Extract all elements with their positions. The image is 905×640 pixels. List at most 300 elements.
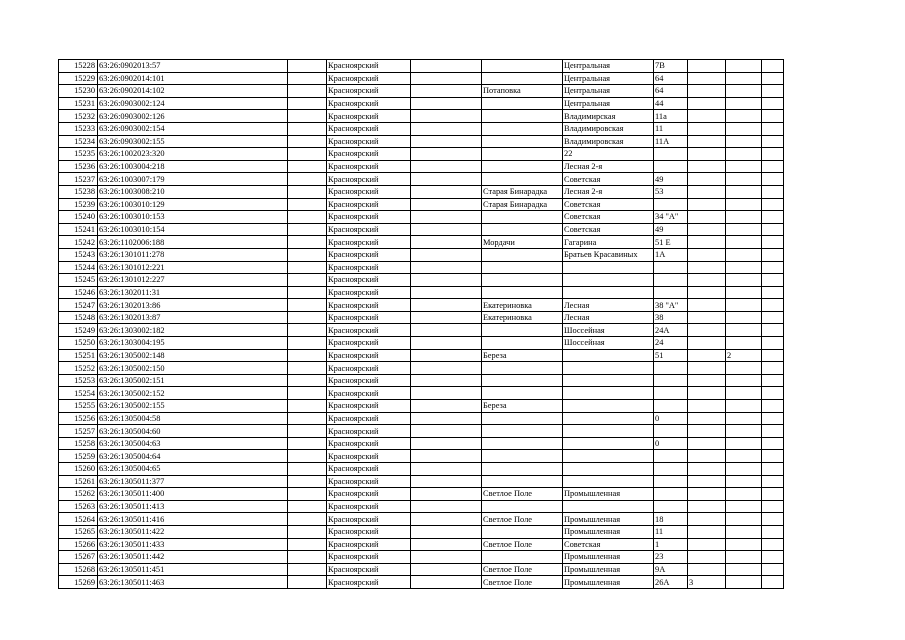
extra-2-cell: [726, 97, 762, 110]
table-row: [59, 563, 784, 576]
street-cell: [563, 437, 654, 450]
cadastral-number-cell: 63:26:1305002:152: [98, 387, 288, 400]
cadastral-number-cell: 63:26:1305004:60: [98, 425, 288, 438]
extra-1-cell: [688, 135, 726, 148]
row-number-cell: 15245: [59, 274, 98, 287]
extra-3-cell: [762, 400, 784, 413]
table-row: [59, 173, 784, 186]
empty-col-2-cell: [411, 248, 482, 261]
cadastral-number-cell: 63:26:0903002:154: [98, 122, 288, 135]
settlement-cell: [482, 72, 563, 85]
empty-col-2-cell: [411, 576, 482, 589]
extra-1-cell: [688, 248, 726, 261]
empty-col-cell: [288, 538, 327, 551]
empty-col-2-cell: [411, 563, 482, 576]
settlement-cell: Светлое Поле: [482, 576, 563, 589]
empty-col-cell: [288, 311, 327, 324]
extra-1-cell: [688, 185, 726, 198]
extra-1-cell: [688, 337, 726, 350]
extra-2-cell: [726, 400, 762, 413]
table-row: [59, 463, 784, 476]
table-body: [59, 60, 784, 589]
extra-1-cell: [688, 198, 726, 211]
extra-2-cell: [726, 198, 762, 211]
street-cell: Центральная: [563, 60, 654, 73]
empty-col-cell: [288, 173, 327, 186]
cadastral-number-cell: 63:26:1305011:413: [98, 500, 288, 513]
extra-3-cell: [762, 274, 784, 287]
extra-2-cell: [726, 425, 762, 438]
extra-3-cell: [762, 198, 784, 211]
extra-1-cell: [688, 513, 726, 526]
empty-col-2-cell: [411, 362, 482, 375]
empty-col-cell: [288, 450, 327, 463]
empty-col-cell: [288, 551, 327, 564]
table-row: [59, 223, 784, 236]
street-cell: Советская: [563, 198, 654, 211]
settlement-cell: [482, 374, 563, 387]
row-number-cell: 15256: [59, 412, 98, 425]
row-number-cell: 15250: [59, 337, 98, 350]
table-row: [59, 362, 784, 375]
cadastral-number-cell: 63:26:1003008:210: [98, 185, 288, 198]
table-row: [59, 311, 784, 324]
house-number-cell: [654, 475, 688, 488]
extra-1-cell: [688, 148, 726, 161]
table-row: [59, 261, 784, 274]
extra-3-cell: [762, 160, 784, 173]
extra-2-cell: [726, 463, 762, 476]
cadastral-number-cell: 63:26:1301011:278: [98, 248, 288, 261]
settlement-cell: [482, 324, 563, 337]
empty-col-cell: [288, 437, 327, 450]
extra-1-cell: [688, 110, 726, 123]
street-cell: Шоссейная: [563, 337, 654, 350]
street-cell: [563, 463, 654, 476]
extra-3-cell: [762, 122, 784, 135]
row-number-cell: 15233: [59, 122, 98, 135]
settlement-cell: [482, 286, 563, 299]
district-cell: Красноярский: [327, 349, 411, 362]
cadastral-number-cell: 63:26:1305004:64: [98, 450, 288, 463]
row-number-cell: 15251: [59, 349, 98, 362]
extra-3-cell: [762, 488, 784, 501]
cadastral-number-cell: 63:26:1305002:155: [98, 400, 288, 413]
empty-col-2-cell: [411, 450, 482, 463]
extra-1-cell: [688, 223, 726, 236]
settlement-cell: [482, 122, 563, 135]
empty-col-cell: [288, 362, 327, 375]
cadastral-number-cell: 63:26:0902014:102: [98, 85, 288, 98]
extra-2-cell: [726, 72, 762, 85]
house-number-cell: [654, 450, 688, 463]
house-number-cell: 1А: [654, 248, 688, 261]
settlement-cell: Светлое Поле: [482, 513, 563, 526]
settlement-cell: [482, 211, 563, 224]
extra-2-cell: [726, 500, 762, 513]
extra-1-cell: [688, 488, 726, 501]
empty-col-2-cell: [411, 425, 482, 438]
extra-2-cell: [726, 261, 762, 274]
district-cell: Красноярский: [327, 362, 411, 375]
settlement-cell: Потаповка: [482, 85, 563, 98]
house-number-cell: 34 "А": [654, 211, 688, 224]
row-number-cell: 15234: [59, 135, 98, 148]
row-number-cell: 15238: [59, 185, 98, 198]
extra-3-cell: [762, 538, 784, 551]
district-cell: Красноярский: [327, 400, 411, 413]
row-number-cell: 15237: [59, 173, 98, 186]
street-cell: [563, 349, 654, 362]
extra-3-cell: [762, 311, 784, 324]
district-cell: Красноярский: [327, 450, 411, 463]
settlement-cell: [482, 387, 563, 400]
row-number-cell: 15249: [59, 324, 98, 337]
extra-3-cell: [762, 286, 784, 299]
extra-1-cell: [688, 211, 726, 224]
district-cell: Красноярский: [327, 110, 411, 123]
house-number-cell: 11: [654, 525, 688, 538]
street-cell: Промышленная: [563, 563, 654, 576]
empty-col-2-cell: [411, 97, 482, 110]
cadastral-number-cell: 63:26:1305011:422: [98, 525, 288, 538]
district-cell: Красноярский: [327, 412, 411, 425]
extra-1-cell: [688, 412, 726, 425]
district-cell: Красноярский: [327, 286, 411, 299]
district-cell: Красноярский: [327, 85, 411, 98]
street-cell: Промышленная: [563, 551, 654, 564]
table-row: [59, 160, 784, 173]
house-number-cell: [654, 387, 688, 400]
settlement-cell: [482, 437, 563, 450]
empty-col-2-cell: [411, 387, 482, 400]
house-number-cell: 24А: [654, 324, 688, 337]
street-cell: [563, 425, 654, 438]
district-cell: Красноярский: [327, 248, 411, 261]
table-row: [59, 286, 784, 299]
row-number-cell: 15230: [59, 85, 98, 98]
extra-2-cell: [726, 374, 762, 387]
row-number-cell: 15264: [59, 513, 98, 526]
house-number-cell: [654, 148, 688, 161]
extra-2-cell: [726, 525, 762, 538]
house-number-cell: 24: [654, 337, 688, 350]
row-number-cell: 15259: [59, 450, 98, 463]
empty-col-cell: [288, 135, 327, 148]
extra-1-cell: [688, 173, 726, 186]
extra-2-cell: [726, 437, 762, 450]
table-row: [59, 122, 784, 135]
extra-3-cell: [762, 551, 784, 564]
settlement-cell: [482, 362, 563, 375]
table-row: [59, 525, 784, 538]
empty-col-cell: [288, 475, 327, 488]
cadastral-number-cell: 63:26:1305011:377: [98, 475, 288, 488]
extra-2-cell: [726, 223, 762, 236]
empty-col-cell: [288, 160, 327, 173]
street-cell: Промышленная: [563, 488, 654, 501]
settlement-cell: [482, 500, 563, 513]
extra-1-cell: [688, 362, 726, 375]
extra-3-cell: [762, 223, 784, 236]
street-cell: Промышленная: [563, 576, 654, 589]
house-number-cell: 11А: [654, 135, 688, 148]
house-number-cell: 18: [654, 513, 688, 526]
extra-3-cell: [762, 97, 784, 110]
extra-1-cell: [688, 551, 726, 564]
house-number-cell: 64: [654, 72, 688, 85]
street-cell: Лесная: [563, 299, 654, 312]
street-cell: [563, 261, 654, 274]
street-cell: Лесная 2-я: [563, 185, 654, 198]
empty-col-cell: [288, 324, 327, 337]
empty-col-2-cell: [411, 173, 482, 186]
house-number-cell: [654, 374, 688, 387]
empty-col-2-cell: [411, 135, 482, 148]
street-cell: Центральная: [563, 72, 654, 85]
empty-col-2-cell: [411, 110, 482, 123]
extra-3-cell: [762, 362, 784, 375]
house-number-cell: 11а: [654, 110, 688, 123]
extra-1-cell: [688, 500, 726, 513]
empty-col-cell: [288, 563, 327, 576]
extra-1-cell: [688, 261, 726, 274]
empty-col-2-cell: [411, 500, 482, 513]
extra-3-cell: [762, 85, 784, 98]
empty-col-2-cell: [411, 311, 482, 324]
cadastral-number-cell: 63:26:0902013:57: [98, 60, 288, 73]
extra-2-cell: [726, 362, 762, 375]
cadastral-number-cell: 63:26:1003010:129: [98, 198, 288, 211]
cadastral-number-cell: 63:26:1302011:31: [98, 286, 288, 299]
cadastral-number-cell: 63:26:0903002:126: [98, 110, 288, 123]
street-cell: [563, 286, 654, 299]
table-row: [59, 299, 784, 312]
extra-1-cell: [688, 299, 726, 312]
extra-1-cell: [688, 450, 726, 463]
house-number-cell: [654, 463, 688, 476]
row-number-cell: 15269: [59, 576, 98, 589]
empty-col-2-cell: [411, 349, 482, 362]
table-row: [59, 248, 784, 261]
extra-1-cell: [688, 85, 726, 98]
extra-3-cell: [762, 261, 784, 274]
row-number-cell: 15265: [59, 525, 98, 538]
extra-2-cell: [726, 211, 762, 224]
settlement-cell: Береза: [482, 400, 563, 413]
house-number-cell: 11: [654, 122, 688, 135]
extra-1-cell: [688, 437, 726, 450]
cadastral-number-cell: 63:26:0903002:124: [98, 97, 288, 110]
street-cell: [563, 450, 654, 463]
cadastral-number-cell: 63:26:1002023:320: [98, 148, 288, 161]
district-cell: Красноярский: [327, 185, 411, 198]
cadastral-number-cell: 63:26:1305002:151: [98, 374, 288, 387]
empty-col-cell: [288, 223, 327, 236]
cadastral-number-cell: 63:26:0903002:155: [98, 135, 288, 148]
street-cell: Промышленная: [563, 513, 654, 526]
table-row: [59, 425, 784, 438]
empty-col-cell: [288, 500, 327, 513]
district-cell: Красноярский: [327, 500, 411, 513]
district-cell: Красноярский: [327, 60, 411, 73]
street-cell: Советская: [563, 173, 654, 186]
district-cell: Красноярский: [327, 437, 411, 450]
cadastral-number-cell: 63:26:1305002:148: [98, 349, 288, 362]
district-cell: Красноярский: [327, 173, 411, 186]
empty-col-cell: [288, 387, 327, 400]
house-number-cell: 44: [654, 97, 688, 110]
settlement-cell: [482, 135, 563, 148]
house-number-cell: [654, 488, 688, 501]
table-row: [59, 324, 784, 337]
empty-col-cell: [288, 236, 327, 249]
empty-col-cell: [288, 337, 327, 350]
extra-2-cell: [726, 324, 762, 337]
settlement-cell: [482, 248, 563, 261]
row-number-cell: 15263: [59, 500, 98, 513]
empty-col-cell: [288, 122, 327, 135]
empty-col-cell: [288, 148, 327, 161]
row-number-cell: 15239: [59, 198, 98, 211]
street-cell: Центральная: [563, 97, 654, 110]
row-number-cell: 15228: [59, 60, 98, 73]
street-cell: [563, 475, 654, 488]
empty-col-2-cell: [411, 551, 482, 564]
cadastral-number-cell: 63:26:1302013:86: [98, 299, 288, 312]
row-number-cell: 15248: [59, 311, 98, 324]
empty-col-cell: [288, 299, 327, 312]
street-cell: Владимировская: [563, 122, 654, 135]
street-cell: [563, 374, 654, 387]
empty-col-cell: [288, 211, 327, 224]
district-cell: Красноярский: [327, 374, 411, 387]
house-number-cell: 49: [654, 173, 688, 186]
extra-2-cell: [726, 412, 762, 425]
settlement-cell: [482, 148, 563, 161]
cadastral-number-cell: 63:26:1303002:182: [98, 324, 288, 337]
empty-col-2-cell: [411, 525, 482, 538]
table-row: [59, 400, 784, 413]
empty-col-cell: [288, 85, 327, 98]
table-row: [59, 185, 784, 198]
district-cell: Красноярский: [327, 337, 411, 350]
empty-col-cell: [288, 198, 327, 211]
empty-col-cell: [288, 525, 327, 538]
extra-3-cell: [762, 450, 784, 463]
empty-col-2-cell: [411, 475, 482, 488]
empty-col-2-cell: [411, 463, 482, 476]
extra-1-cell: [688, 324, 726, 337]
district-cell: Красноярский: [327, 463, 411, 476]
district-cell: Красноярский: [327, 576, 411, 589]
district-cell: Красноярский: [327, 72, 411, 85]
house-number-cell: [654, 362, 688, 375]
empty-col-cell: [288, 576, 327, 589]
empty-col-cell: [288, 72, 327, 85]
extra-2-cell: [726, 563, 762, 576]
extra-2-cell: [726, 236, 762, 249]
empty-col-2-cell: [411, 148, 482, 161]
extra-1-cell: [688, 400, 726, 413]
extra-1-cell: [688, 72, 726, 85]
cadastral-number-cell: 63:26:1305004:65: [98, 463, 288, 476]
row-number-cell: 15242: [59, 236, 98, 249]
extra-1-cell: [688, 122, 726, 135]
extra-2-cell: [726, 248, 762, 261]
house-number-cell: 0: [654, 412, 688, 425]
street-cell: Лесная 2-я: [563, 160, 654, 173]
district-cell: Красноярский: [327, 261, 411, 274]
settlement-cell: Светлое Поле: [482, 488, 563, 501]
house-number-cell: 7В: [654, 60, 688, 73]
extra-3-cell: [762, 211, 784, 224]
extra-3-cell: [762, 173, 784, 186]
street-cell: Промышленная: [563, 525, 654, 538]
settlement-cell: Мордачи: [482, 236, 563, 249]
row-number-cell: 15240: [59, 211, 98, 224]
settlement-cell: [482, 160, 563, 173]
district-cell: Красноярский: [327, 311, 411, 324]
extra-3-cell: [762, 324, 784, 337]
empty-col-2-cell: [411, 374, 482, 387]
street-cell: [563, 387, 654, 400]
extra-1-cell: [688, 349, 726, 362]
street-cell: Гагарина: [563, 236, 654, 249]
table-row: [59, 576, 784, 589]
cadastral-number-cell: 63:26:1305011:442: [98, 551, 288, 564]
cadastral-number-cell: 63:26:1302013:87: [98, 311, 288, 324]
settlement-cell: [482, 60, 563, 73]
empty-col-cell: [288, 110, 327, 123]
settlement-cell: [482, 223, 563, 236]
table-row: [59, 72, 784, 85]
extra-2-cell: [726, 148, 762, 161]
row-number-cell: 15261: [59, 475, 98, 488]
row-number-cell: 15257: [59, 425, 98, 438]
extra-2-cell: [726, 299, 762, 312]
table-row: [59, 538, 784, 551]
district-cell: Красноярский: [327, 387, 411, 400]
row-number-cell: 15258: [59, 437, 98, 450]
house-number-cell: [654, 274, 688, 287]
empty-col-cell: [288, 400, 327, 413]
district-cell: Красноярский: [327, 425, 411, 438]
table-row: [59, 211, 784, 224]
district-cell: Красноярский: [327, 236, 411, 249]
extra-3-cell: [762, 349, 784, 362]
house-number-cell: 23: [654, 551, 688, 564]
extra-1-cell: [688, 160, 726, 173]
street-cell: [563, 500, 654, 513]
row-number-cell: 15260: [59, 463, 98, 476]
extra-1-cell: [688, 60, 726, 73]
extra-2-cell: [726, 85, 762, 98]
cadastral-number-cell: 63:26:1102006:188: [98, 236, 288, 249]
empty-col-cell: [288, 513, 327, 526]
house-number-cell: 26А: [654, 576, 688, 589]
cadastral-number-cell: 63:26:1305011:400: [98, 488, 288, 501]
extra-3-cell: [762, 60, 784, 73]
empty-col-2-cell: [411, 261, 482, 274]
extra-2-cell: [726, 286, 762, 299]
empty-col-cell: [288, 97, 327, 110]
district-cell: Красноярский: [327, 148, 411, 161]
district-cell: Красноярский: [327, 274, 411, 287]
extra-3-cell: [762, 374, 784, 387]
cadastral-number-cell: 63:26:1305011:433: [98, 538, 288, 551]
extra-3-cell: [762, 337, 784, 350]
